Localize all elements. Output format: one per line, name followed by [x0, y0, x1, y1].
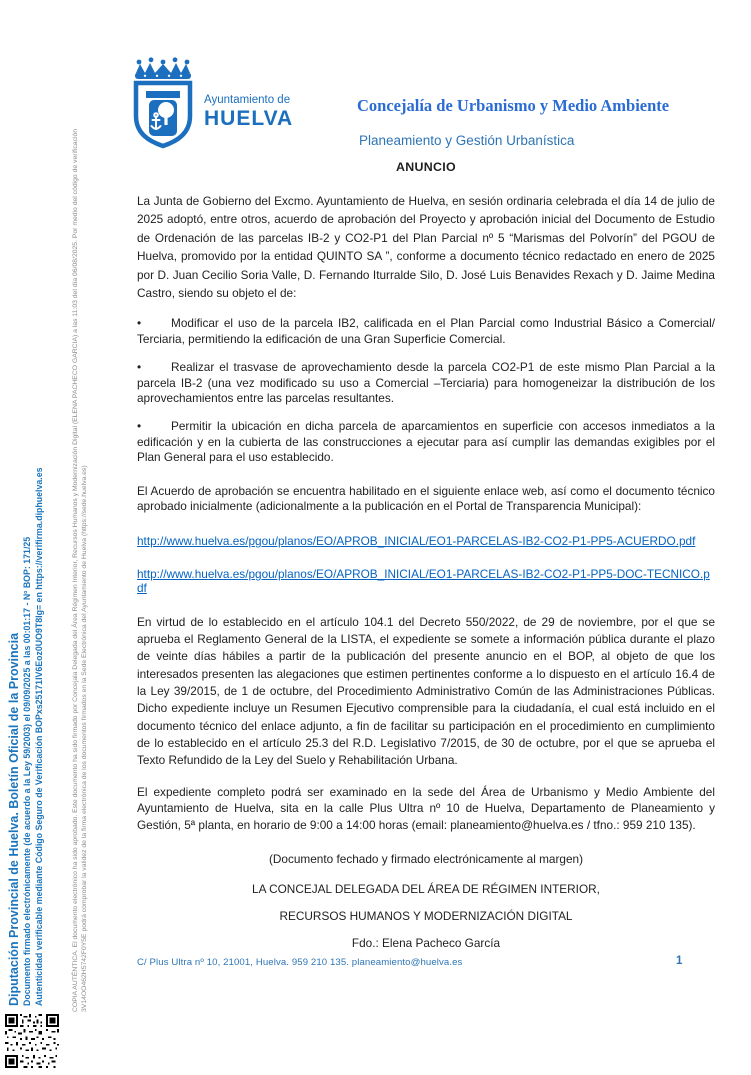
bullet-text: Permitir la ubicación en dicha parcela de aparcamientos en superficie con accesos inmediatos a la edificación y en la cubierta de las construcciones a ejecutar para así cumplir las demandas exigibles por el Plan General para el uso establecido. — [137, 419, 715, 465]
bullet-marker: • — [137, 419, 142, 434]
footer-address: C/ Plus Ultra nº 10, 21001, Huelva. 959 210 135. planeamiento@huelva.es — [137, 957, 463, 968]
link-line — [137, 567, 715, 595]
paragraph-examination: El expediente completo podrá ser examinado en la sede del Área de Urbanismo y Medio Ambiente del Ayuntamiento de Huelva, sita en la calle Plus Ultra nº 10 de Huelva, Departamento de Planeamiento y Gestión, 5ª planta, en horario de 9:00 a 14:00 horas (email: planeamiento@huelva.es / tfno.: 959 210 135). — [137, 784, 715, 832]
acuerdo-pdf-link[interactable]: http://www.huelva.es/pgou/planos/EO/APROB_INICIAL/EO1-PARCELAS-IB2-CO2-P1-PP5-ACUERDO.pdf — [137, 533, 696, 548]
service-heading: Planeamiento y Gestión Urbanística — [359, 133, 575, 148]
org-name-small: Ayuntamiento de — [204, 94, 291, 106]
anuncio-title: ANUNCIO — [396, 160, 456, 174]
org-name-block — [204, 94, 293, 131]
signed-note: (Documento fechado y firmado electrónicamente al margen) — [268, 852, 584, 867]
signature-title-line-1: LA CONCEJAL DELEGADA DEL ÁREA DE RÉGIMEN INTERIOR, — [252, 882, 600, 897]
org-name-big: HUELVA — [204, 107, 294, 130]
bullet-marker: • — [137, 360, 142, 375]
signature-title-line-2: RECURSOS HUMANOS Y MODERNIZACIÓN DIGITAL — [279, 909, 573, 924]
signature-name: Fdo.: Elena Pacheco García — [351, 936, 501, 951]
document-body — [137, 160, 715, 962]
bop-title: Diputación Provincial de Huelva. Boletín Oficial de la Provincia — [7, 632, 21, 1006]
huelva-coat-of-arms-icon — [128, 57, 198, 149]
authentic-copy-block — [71, 12, 89, 1012]
page-number: 1 — [676, 955, 683, 967]
department-heading: Concejalía de Urbanismo y Medio Ambiente — [357, 96, 670, 115]
bop-certification-block — [7, 6, 45, 1006]
doc-tecnico-pdf-link[interactable]: http://www.huelva.es/pgou/planos/EO/APROB_INICIAL/EO1-PARCELAS-IB2-CO2-P1-PP5-DOC-TECNICO.pdf — [137, 566, 710, 595]
paragraph-web-links-intro: El Acuerdo de aprobación se encuentra habilitado en el siguiente enlace web, así como el documento técnico aprobado inicialmente (adicionalmente a la publicación en el Portal de Transparencia Municipal): — [137, 483, 715, 514]
bullet-text: Modificar el uso de la parcela IB2, calificada en el Plan Parcial como Industrial Básico a Comercial/ Terciaria, permitiendo la edificación de una Gran Superficie Comercial. — [137, 316, 715, 346]
bullet-item-transfer — [137, 360, 715, 406]
bullet-item-modify-use — [137, 316, 715, 347]
qr-code-icon — [5, 1014, 59, 1068]
authentic-copy-line-2: 3V14OO462H5742F0Y5E podrá comprobar la validez de la firma electrónica de los documentos firmados en la Sede Electrónica del Ayuntamiento de Huelva (https://sede.huelva.es) — [81, 465, 88, 1012]
bullet-text: Realizar el trasvase de aprovechamiento desde la parcela CO2-P1 de este mismo Plan Parcial a la parcela IB-2 (una vez modificado su uso a Comercial –Terciaria) para homogeneizar la distribución de los aprovechamientos entre las parcelas resultantes. — [137, 360, 715, 406]
bullet-item-parking — [137, 419, 715, 465]
paragraph-agreement: La Junta de Gobierno del Excmo. Ayuntamiento de Huelva, en sesión ordinaria celebrada el día 14 de julio de 2025 adoptó, entre otros, acuerdo de aprobación del Proyecto y aprobación inicial del Documento de Estudio de Ordenación de las parcelas IB-2 y CO2-P1 del Plan Parcial nº 5 “Marismas del Polvorín” del PGOU de Huelva, promovido por la entidad QUINTO SA ”, conforme a documento técnico redactado en enero de 2025 por D. Juan Cecilio Soria Valle, D. Fernando Iturralde Silo, D. José Luis Benavides Rexach y D. Jaime Medina Castro, siendo su objeto el de: — [137, 194, 715, 301]
link-line — [137, 534, 715, 548]
bop-verification-line: Autenticidad verificable mediante Código Seguro de Verificación BOPxs25171IV6Eoz0UO9T8Ig= en https://verifirma.diphuelva.es — [33, 467, 44, 1006]
bullet-marker: • — [137, 316, 142, 331]
paragraph-public-information: En virtud de lo establecido en el artículo 104.1 del Decreto 550/2022, de 29 de noviembre, por el que se aprueba el Reglamento General de la LISTA, el expediente se somete a información pública durante el plazo de veinte días hábiles a partir de la publicación del presente anuncio en el BOP, al objeto de que los interesados presenten las alegaciones que estimen pertinentes conforme a lo dispuesto en el artículo 16.4 de la Ley 39/2015, de 1 de octubre, del Procedimiento Administrativo Común de las Administraciones Públicas. Dicho expediente incluye un Resumen Ejecutivo comprensible para la ciudadanía, el cual está incluido en el documento técnico del enlace adjunto, a fin de facilitar su participación en el procedimiento en cumplimiento de lo establecido en el artículo 25.3 del R.D. Legislativo 7/2015, de 30 de octubre, por el que se aprueba el Texto Refundido de la Ley del Suelo y Rehabilitación Urbana. — [137, 614, 715, 768]
bop-signature-line: Documento firmado electrónicamente (de acuerdo a la Ley 59/2003) el 09/09/2025 a las 00:01:17 - Nº BOP: 171/25 — [22, 536, 32, 1006]
authentic-copy-line-1: COPIA AUTÉNTICA. El documento electrónico ha sido aprobado. Este documento ha sido firmado por Concejala Delegada del Área Régimen Interior, Recursos Humanos y Modernización Digital (ELENA PACHECO GARCIA) a las 11:03 del día 06/08/2025. Por medio del código de verificación — [72, 128, 79, 1012]
